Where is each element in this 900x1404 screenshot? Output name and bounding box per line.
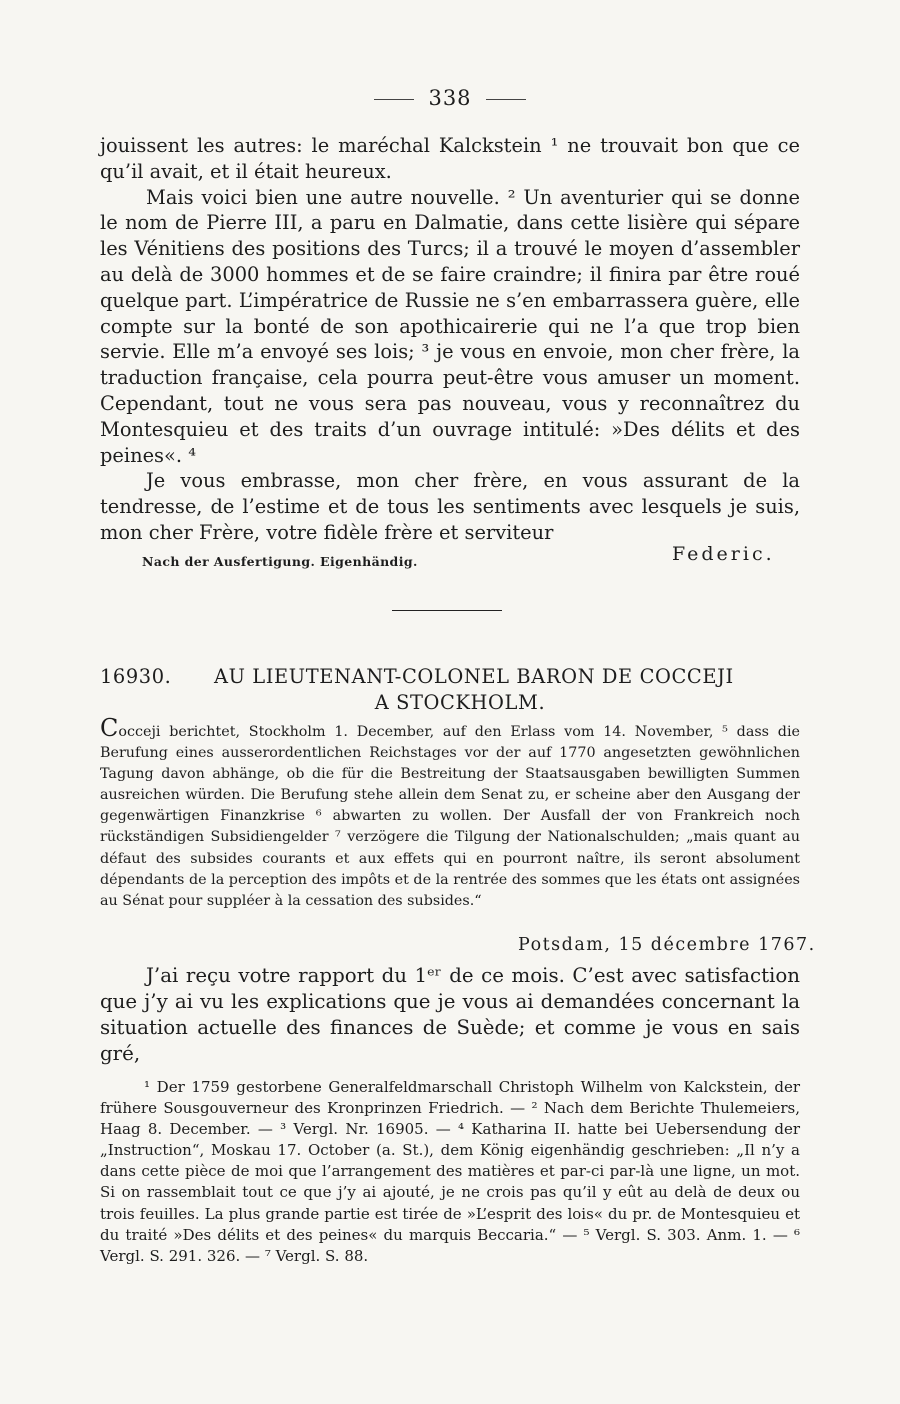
paragraph-2: Mais voici bien une autre nouvelle. ² Un aventurier qui se donne le nom de Pierre III, a paru en Dalmatie, dans cette lisière qui sépare les Vénitiens des positions des Turcs; il a trouvé le moyen d’assembler au delà de 3000 hommes et de se faire craindre; il finira par être roué quelque part. L’impératrice de Russie ne s’en embarrassera guère, elle compte sur la bonté de son apothicairerie qui ne l’a que trop bien servie. Elle m’a envoyé ses lois; ³ je vous en envoie, mon cher frère, la traduction française, cela pourra peut-être vous amuser un moment. Cependant, tout ne vous sera pas nouveau, vous y reconnaîtrez du Montesquieu et des traits d’un ouvrage intitulé: »Des délits et des peines«. ⁴ xyxy=(100,185,800,467)
letter-summary xyxy=(100,714,800,912)
summary-text: occeji berichtet, Stockholm 1. December, auf den Erlass vom 14. November, ⁵ dass die Berufung eines ausserordentlichen Reichstages vor der auf 1770 angesetzten gewöhnlichen Tagung davon abhänge, ob die für die Bestreitung der Staatsausgaben bewilligten Summen ausreichen würden. Die Berufung stehe allein dem Senat zu, er scheine aber den Ausgang der gegenwärtigen Finanzkrise ⁶ abwarten zu wollen. Der Ausfall der von Frankreich noch rückständigen Subsidiengelder ⁷ verzögere die Tilgung der Nationalschulden; „mais quant au défaut des subsides courants et aux effets qui en pourront naître, ils seront absolument dépendants de la perception des impôts et de la rentrée des sommes que les états ont assignées au Sénat pour suppléer à la cessation des subsides.“ xyxy=(100,724,800,909)
page-header xyxy=(0,86,900,110)
signature: Federic. xyxy=(672,543,775,565)
letter-body xyxy=(100,963,800,1067)
letter-number: 16930. xyxy=(100,665,172,688)
header-dash-left xyxy=(374,99,414,100)
paragraph-3: Je vous embrasse, mon cher frère, en vous assurant de la tendresse, de l’estime et de tous les sentiments avec lesquels je suis, mon cher Frère, votre fidèle frère et serviteur xyxy=(100,469,800,544)
heading-place: A STOCKHOLM. xyxy=(374,690,546,714)
letter-end-text xyxy=(100,133,800,546)
page-number: 338 xyxy=(428,86,472,110)
source-note: Nach der Ausfertigung. Eigenhändig. xyxy=(142,554,418,569)
letter-body-paragraph: J’ai reçu votre rapport du 1ᵉʳ de ce mois. C’est avec satisfaction que j’y ai vu les explications que je vous ai demandées concernant la situation actuelle des finances de Suède; et comme je vous en sais gré, xyxy=(100,964,800,1065)
summary-initial: C xyxy=(100,714,119,742)
header-dash-right xyxy=(486,99,526,100)
heading-recipient: AU LIEUTENANT-COLONEL BARON DE COCCEJI xyxy=(214,665,734,688)
letter-heading xyxy=(100,664,800,715)
footnote-text: ¹ Der 1759 gestorbene Generalfeldmarschall Christoph Wilhelm von Kalckstein, der frühere Sousgouverneur des Kronprinzen Friedrich. — ² Nach dem Berichte Thulemeiers, Haag 8. December. — ³ Vergl. Nr. 16905. — ⁴ Katharina II. hatte bei Uebersendung der „Instruction“, Moskau 17. October (a. St.), dem König eigenhändig geschrieben: „Il n’y a dans cette pièce de moi que l’arrangement des matières et par-ci par-là une ligne, un mot. Si on rassemblait tout ce que j’y ai ajouté, je ne crois pas qu’il y eût au delà de deux ou trois feuilles. La plus grande partie est tirée de »L’esprit des lois« du pr. de Montesquieu et du traité »Des délits et des peines« du marquis Beccaria.“ — ⁵ Vergl. S. 303. Anm. 1. — ⁶ Vergl. S. 291. 326. — ⁷ Vergl. S. 88. xyxy=(100,1078,800,1265)
dateline: Potsdam, 15 décembre 1767. xyxy=(518,935,816,955)
footnotes xyxy=(100,1077,800,1267)
paragraph-1: jouissent les autres: le maréchal Kalckstein ¹ ne trouvait bon que ce qu’il avait, et il était heureux. xyxy=(100,134,800,183)
section-divider xyxy=(392,610,502,611)
